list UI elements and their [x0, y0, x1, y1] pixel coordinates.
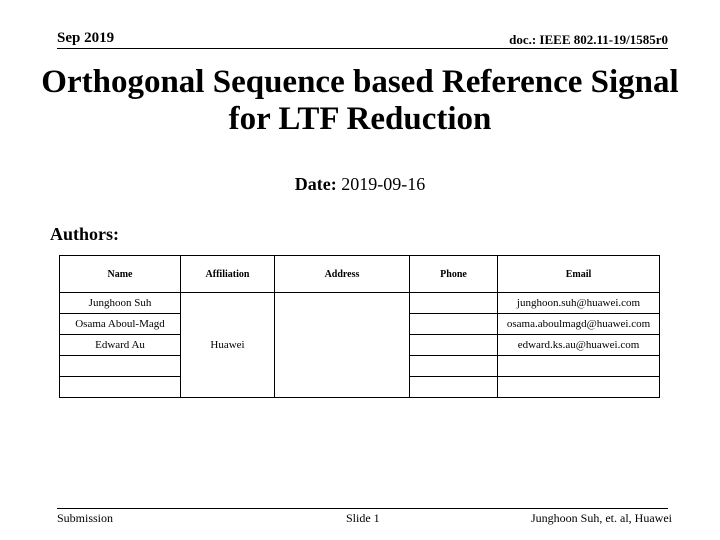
- date-value: 2019-09-16: [341, 174, 426, 194]
- author-name: Osama Aboul-Magd: [60, 314, 181, 335]
- header-date: Sep 2019: [57, 30, 115, 46]
- column-header-name: Name: [60, 256, 181, 293]
- author-email: junghoon.suh@huawei.com: [498, 293, 660, 314]
- author-email: [498, 356, 660, 377]
- slide-title: [0, 64, 720, 138]
- author-phone: [410, 293, 498, 314]
- authors-table: [59, 255, 660, 398]
- author-email: [498, 377, 660, 398]
- author-name: Edward Au: [60, 335, 181, 356]
- footer-authors: Junghoon Suh, et. al, Huawei: [531, 511, 672, 525]
- author-name: [60, 356, 181, 377]
- author-phone: [410, 314, 498, 335]
- author-phone: [410, 335, 498, 356]
- document-id: doc.: IEEE 802.11-19/1585r0: [509, 32, 668, 47]
- author-affiliation: Huawei: [181, 293, 275, 398]
- author-address: [275, 293, 410, 398]
- column-header-address: Address: [275, 256, 410, 293]
- column-header-email: Email: [498, 256, 660, 293]
- slide-number: Slide 1: [346, 511, 380, 525]
- title-line-2: for LTF Reduction: [228, 101, 492, 137]
- author-name: Junghoon Suh: [60, 293, 181, 314]
- column-header-affiliation: Affiliation: [181, 256, 275, 293]
- author-phone: [410, 356, 498, 377]
- author-name: [60, 377, 181, 398]
- table-row: [60, 293, 660, 314]
- table-header-row: [60, 256, 660, 293]
- column-header-phone: Phone: [410, 256, 498, 293]
- date-line: [0, 174, 720, 195]
- author-phone: [410, 377, 498, 398]
- title-line-1: Orthogonal Sequence based Reference Signal: [41, 64, 679, 100]
- date-label: Date:: [294, 174, 337, 194]
- author-email: osama.aboulmagd@huawei.com: [498, 314, 660, 335]
- header-divider: [57, 48, 668, 49]
- author-email: edward.ks.au@huawei.com: [498, 335, 660, 356]
- footer-divider: [57, 508, 668, 509]
- authors-heading: Authors:: [50, 224, 120, 244]
- footer-submission: Submission: [57, 511, 114, 525]
